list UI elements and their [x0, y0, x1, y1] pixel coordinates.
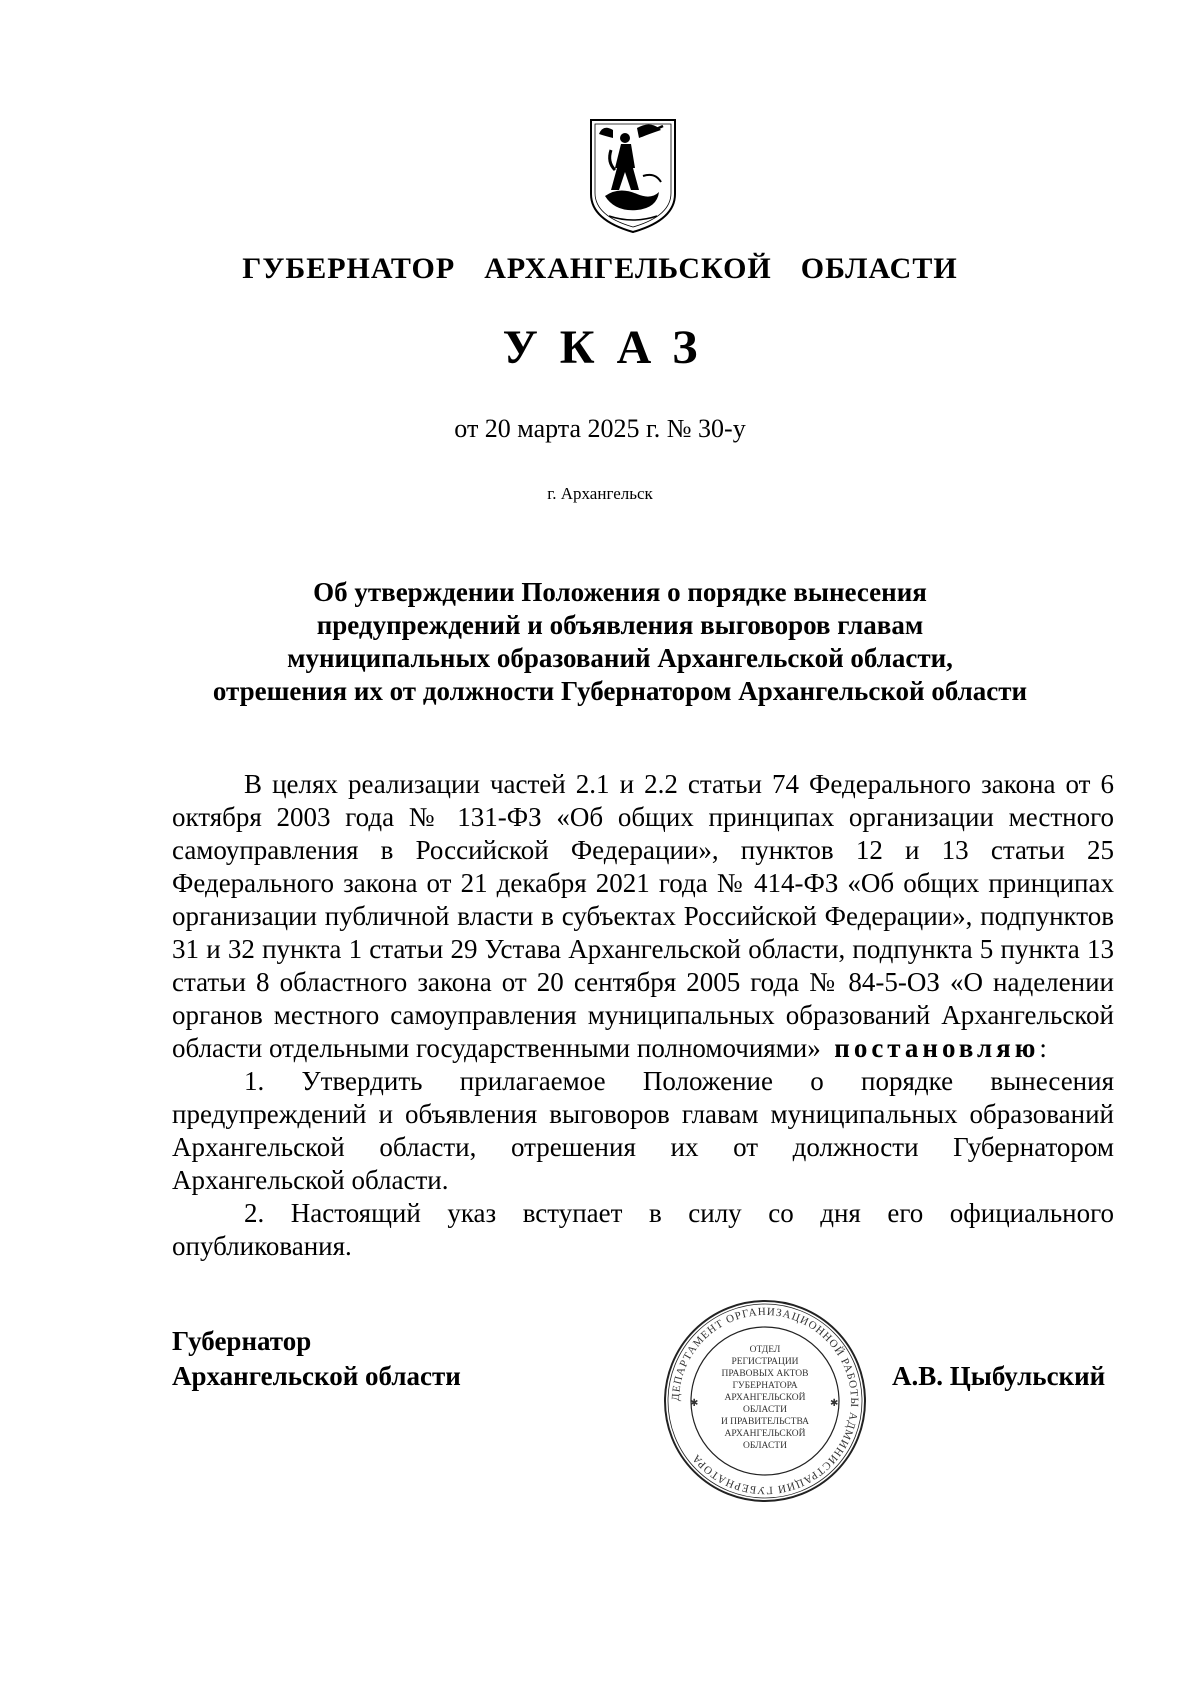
issuing-authority: ГУБЕРНАТОР АРХАНГЕЛЬСКОЙ ОБЛАСТИ [242, 252, 958, 285]
place-of-issue: г. Архангельск [547, 484, 653, 503]
coat-of-arms-icon [585, 116, 681, 236]
seal-line: АРХАНГЕЛЬСКОЙ [724, 1429, 806, 1439]
date-and-number: от 20 марта 2025 г. № 30-у [454, 414, 746, 443]
seal-line: АРХАНГЕЛЬСКОЙ [724, 1393, 806, 1403]
seal-line: РЕГИСТРАЦИИ [731, 1357, 799, 1367]
document-body [172, 768, 1114, 1263]
title-line: муниципальных образований Архангельской области, [287, 643, 953, 673]
seal-line: И ПРАВИТЕЛЬСТВА [720, 1417, 810, 1427]
title-line: отрешения их от должности Губернатором Архангельской области [212, 676, 1028, 706]
title-line: Об утверждении Положения о порядке вынесения [313, 577, 927, 607]
seal-outer-text: ДЕПАРТАМЕНТ ОРГАНИЗАЦИОННОЙ РАБОТЫ АДМИНИСТРАЦИИ ГУБЕРНАТОРА [669, 1305, 861, 1497]
document-type: УКАЗ [502, 321, 720, 374]
official-seal-icon [660, 1296, 870, 1506]
title-line: предупреждений и объявления выговоров главам [316, 610, 924, 640]
document-title [170, 576, 1070, 708]
seal-line: ПРАВОВЫХ АКТОВ [721, 1369, 809, 1379]
signatory-position [172, 1324, 461, 1394]
seal-line: ГУБЕРНАТОРА [732, 1381, 798, 1391]
seal-line: ОТДЕЛ [749, 1345, 781, 1355]
signatory-name: А.В. Цыбульский [892, 1361, 1106, 1391]
item-2-paragraph: 2. Настоящий указ вступает в силу со дня его официального опубликования. [172, 1198, 1114, 1261]
decree-colon: : [1039, 1033, 1047, 1063]
seal-star-icon: ✱ [690, 1398, 699, 1409]
preamble-text: В целях реализации частей 2.1 и 2.2 статьи 74 Федерального закона от 6 октября 2003 года № 131-ФЗ «Об общих принципах организации местного самоуправления в Российской Федерации», пунктов 12 и 13 статьи 25 Федерального закона от 21 декабря 2021 года № 414-ФЗ «Об общих принципах организации публичной власти в субъектах Российской Федерации», подпунктов 31 и 32 пункта 1 статьи 29 Устава Архангельской области, подпункта 5 пункта 13 статьи 8 областного закона от 20 сентября 2005 года № 84-5-ОЗ «О наделении органов местного самоуправления муниципальных образований Архангельской области отдельными государственными полномочиями» [172, 769, 1114, 1063]
seal-line: ОБЛАСТИ [743, 1405, 787, 1415]
position-line-1: Губернатор [172, 1326, 312, 1356]
preamble-paragraph [172, 768, 1114, 1065]
position-line-2: Архангельской области [172, 1361, 461, 1391]
seal-line: ОБЛАСТИ [743, 1441, 787, 1451]
seal-star-icon: ✱ [830, 1398, 839, 1409]
item-1-paragraph: 1. Утвердить прилагаемое Положение о порядке вынесения предупреждений и объявления выговоров главам муниципальных образований Архангельской области, отрешения их от должности Губернатором Архангельской области. [172, 1066, 1114, 1195]
decree-word: постановляю [834, 1033, 1040, 1063]
